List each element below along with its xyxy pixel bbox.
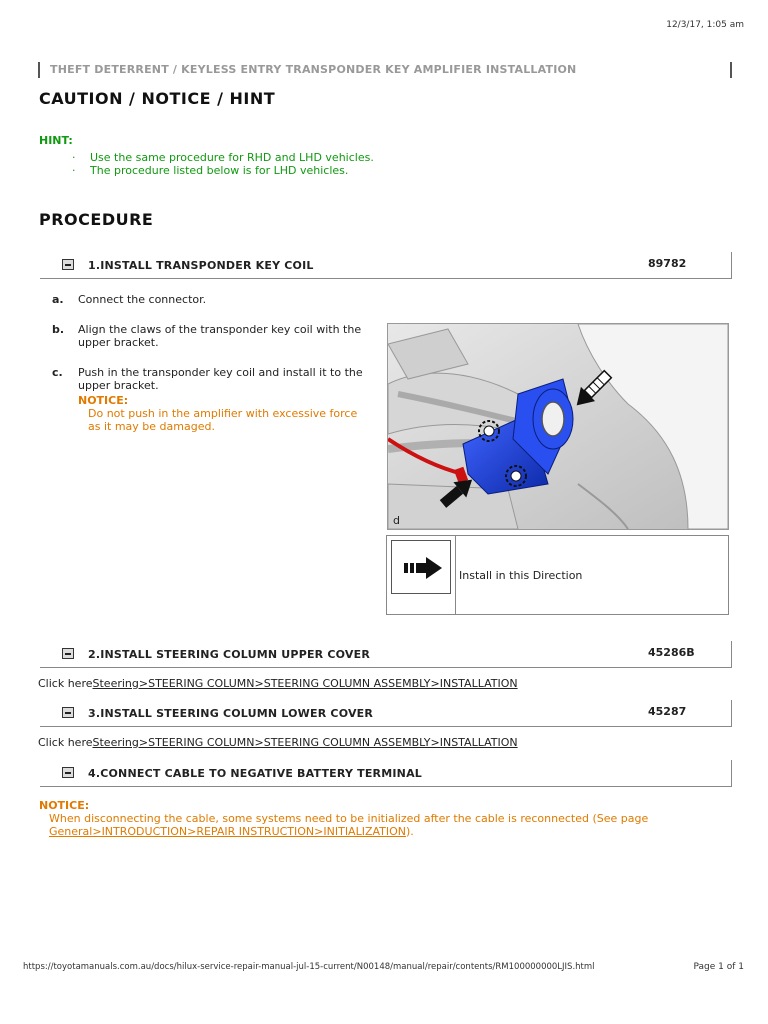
substep-text: Push in the transponder key coil and install it to the bbox=[78, 366, 363, 379]
battery-notice bbox=[39, 799, 719, 838]
substep-text: Connect the connector. bbox=[78, 293, 207, 306]
substep-text: upper bracket. bbox=[78, 379, 159, 392]
notice-label: NOTICE: bbox=[39, 799, 90, 812]
hint-item-text: Use the same procedure for RHD and LHD vehicles. bbox=[90, 151, 374, 164]
notice-text: When disconnecting the cable, some systems need to be initialized after the cable is reconnected (See page bbox=[49, 812, 649, 825]
collapse-icon[interactable] bbox=[62, 767, 74, 778]
hint-item bbox=[72, 164, 348, 177]
reference-link[interactable]: Steering>STEERING COLUMN>STEERING COLUMN ASSEMBLY>INSTALLATION bbox=[92, 736, 518, 749]
reference-link[interactable]: Steering>STEERING COLUMN>STEERING COLUMN ASSEMBLY>INSTALLATION bbox=[92, 677, 518, 690]
step-header-3[interactable] bbox=[40, 700, 732, 727]
notice-suffix: ). bbox=[406, 825, 414, 838]
transponder-coil-drawing bbox=[388, 324, 728, 529]
arrow-right-icon bbox=[391, 540, 451, 594]
substep-letter: a. bbox=[52, 293, 64, 306]
substep-text: upper bracket. bbox=[78, 336, 159, 349]
step-header-2[interactable] bbox=[40, 641, 732, 668]
step-code: 45286B bbox=[648, 646, 695, 659]
legend-table bbox=[386, 535, 729, 615]
click-here-text: Click here bbox=[38, 736, 93, 749]
click-here-text: Click here bbox=[38, 677, 93, 690]
step-header-1[interactable] bbox=[40, 252, 732, 279]
procedure-heading: PROCEDURE bbox=[39, 210, 154, 229]
step-header-4[interactable] bbox=[40, 760, 732, 787]
reference-row bbox=[38, 677, 518, 690]
initialization-link[interactable]: General>INTRODUCTION>REPAIR INSTRUCTION>INITIALIZATION bbox=[49, 825, 407, 838]
collapse-icon[interactable] bbox=[62, 259, 74, 270]
collapse-icon[interactable] bbox=[62, 648, 74, 659]
hint-item bbox=[72, 151, 374, 164]
step-title: 4.CONNECT CABLE TO NEGATIVE BATTERY TERMINAL bbox=[88, 767, 422, 780]
page-number: Page 1 of 1 bbox=[693, 962, 744, 972]
notice-link-row bbox=[39, 825, 719, 838]
bullet: · bbox=[72, 164, 76, 177]
footer-url: https://toyotamanuals.com.au/docs/hilux-service-repair-manual-jul-15-current/N00148/manual/repair/contents/RM100000000LJIS.html bbox=[23, 962, 595, 972]
legend-icon-cell bbox=[387, 536, 456, 614]
caution-heading: CAUTION / NOTICE / HINT bbox=[39, 89, 276, 108]
notice-text: as it may be damaged. bbox=[88, 420, 215, 433]
substep-letter: b. bbox=[52, 323, 65, 336]
figure-label: d bbox=[393, 514, 400, 527]
hint-label: HINT: bbox=[39, 134, 73, 147]
breadcrumb: THEFT DETERRENT / KEYLESS ENTRY TRANSPONDER KEY AMPLIFIER INSTALLATION bbox=[50, 63, 577, 76]
notice-text: Do not push in the amplifier with excessive force bbox=[88, 407, 358, 420]
installation-illustration bbox=[387, 323, 729, 530]
reference-row bbox=[38, 736, 518, 749]
collapse-icon[interactable] bbox=[62, 707, 74, 718]
step-code: 45287 bbox=[648, 705, 687, 718]
print-timestamp: 12/3/17, 1:05 am bbox=[666, 20, 744, 30]
notice-label: NOTICE: bbox=[78, 394, 129, 407]
legend-text: Install in this Direction bbox=[459, 569, 583, 582]
substep-text: Align the claws of the transponder key coil with the bbox=[78, 323, 362, 336]
step-title: 2.INSTALL STEERING COLUMN UPPER COVER bbox=[88, 648, 370, 661]
substep-letter: c. bbox=[52, 366, 63, 379]
step-code: 89782 bbox=[648, 257, 687, 270]
step-title: 1.INSTALL TRANSPONDER KEY COIL bbox=[88, 259, 314, 272]
step-title: 3.INSTALL STEERING COLUMN LOWER COVER bbox=[88, 707, 374, 720]
bullet: · bbox=[72, 151, 76, 164]
hint-item-text: The procedure listed below is for LHD vehicles. bbox=[90, 164, 349, 177]
